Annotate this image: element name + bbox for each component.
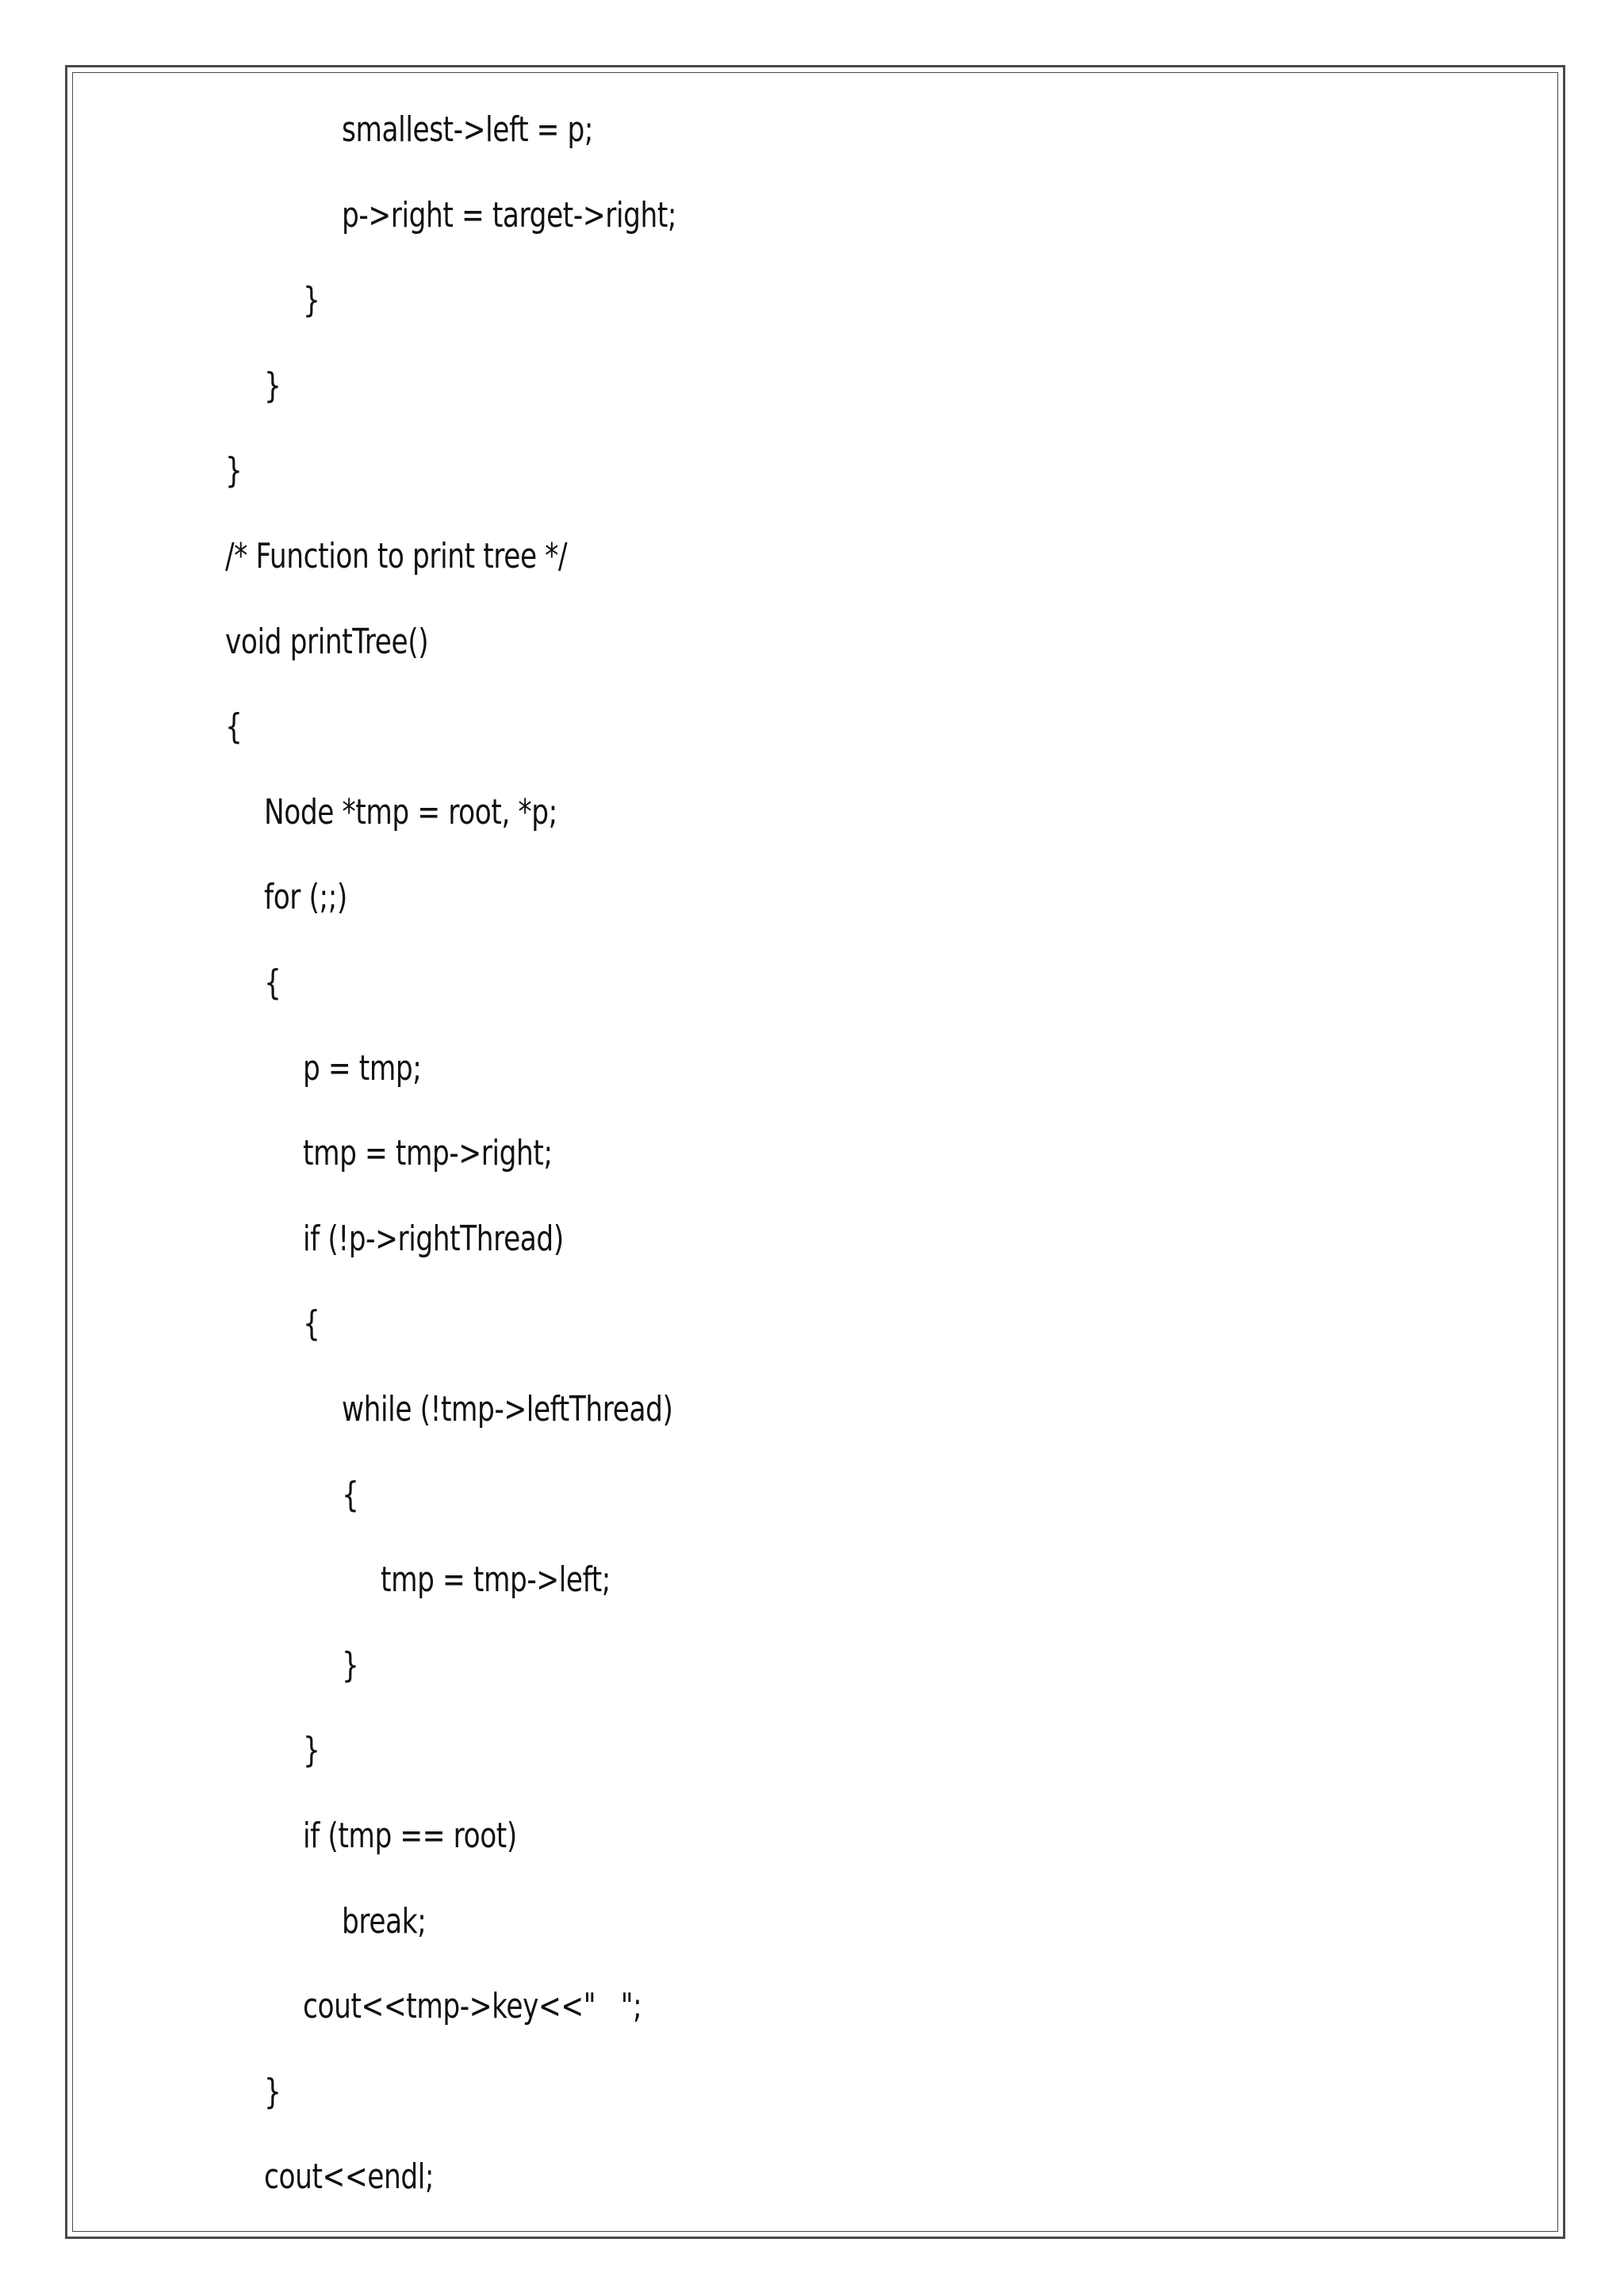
- code-line: }: [264, 365, 282, 406]
- code-line: p->right = target->right;: [342, 194, 677, 235]
- function-signature-line: void printTree(): [225, 621, 429, 662]
- code-line: break;: [342, 1900, 427, 1942]
- page-border-inner: [72, 72, 1558, 2232]
- code-line: {: [342, 1474, 359, 1515]
- code-line: tmp = tmp->right;: [303, 1133, 553, 1174]
- code-line: }: [303, 280, 320, 321]
- code-line: if (!p->rightThread): [303, 1218, 564, 1259]
- code-line: }: [303, 1730, 320, 1771]
- page-border: [65, 65, 1565, 2239]
- code-line: tmp = tmp->left;: [381, 1559, 611, 1601]
- code-line: {: [225, 706, 243, 748]
- code-line: cout<<endl;: [264, 2156, 435, 2198]
- code-line: {: [264, 962, 282, 1003]
- code-comment-line: /* Function to print tree */: [225, 536, 568, 576]
- code-line: if (tmp == root): [303, 1816, 517, 1856]
- code-line: smallest->left = p;: [342, 109, 594, 150]
- code-line: while (!tmp->leftThread): [342, 1389, 673, 1429]
- code-line: p = tmp;: [303, 1047, 422, 1089]
- code-line: }: [264, 2071, 282, 2112]
- code-line: Node *tmp = root, *p;: [264, 791, 557, 832]
- code-line: {: [303, 1303, 320, 1345]
- code-line: }: [342, 1644, 359, 1686]
- code-line: }: [225, 450, 243, 492]
- code-line: cout<<tmp->key<<" ";: [303, 1986, 642, 2027]
- code-line: for (;;): [264, 877, 347, 918]
